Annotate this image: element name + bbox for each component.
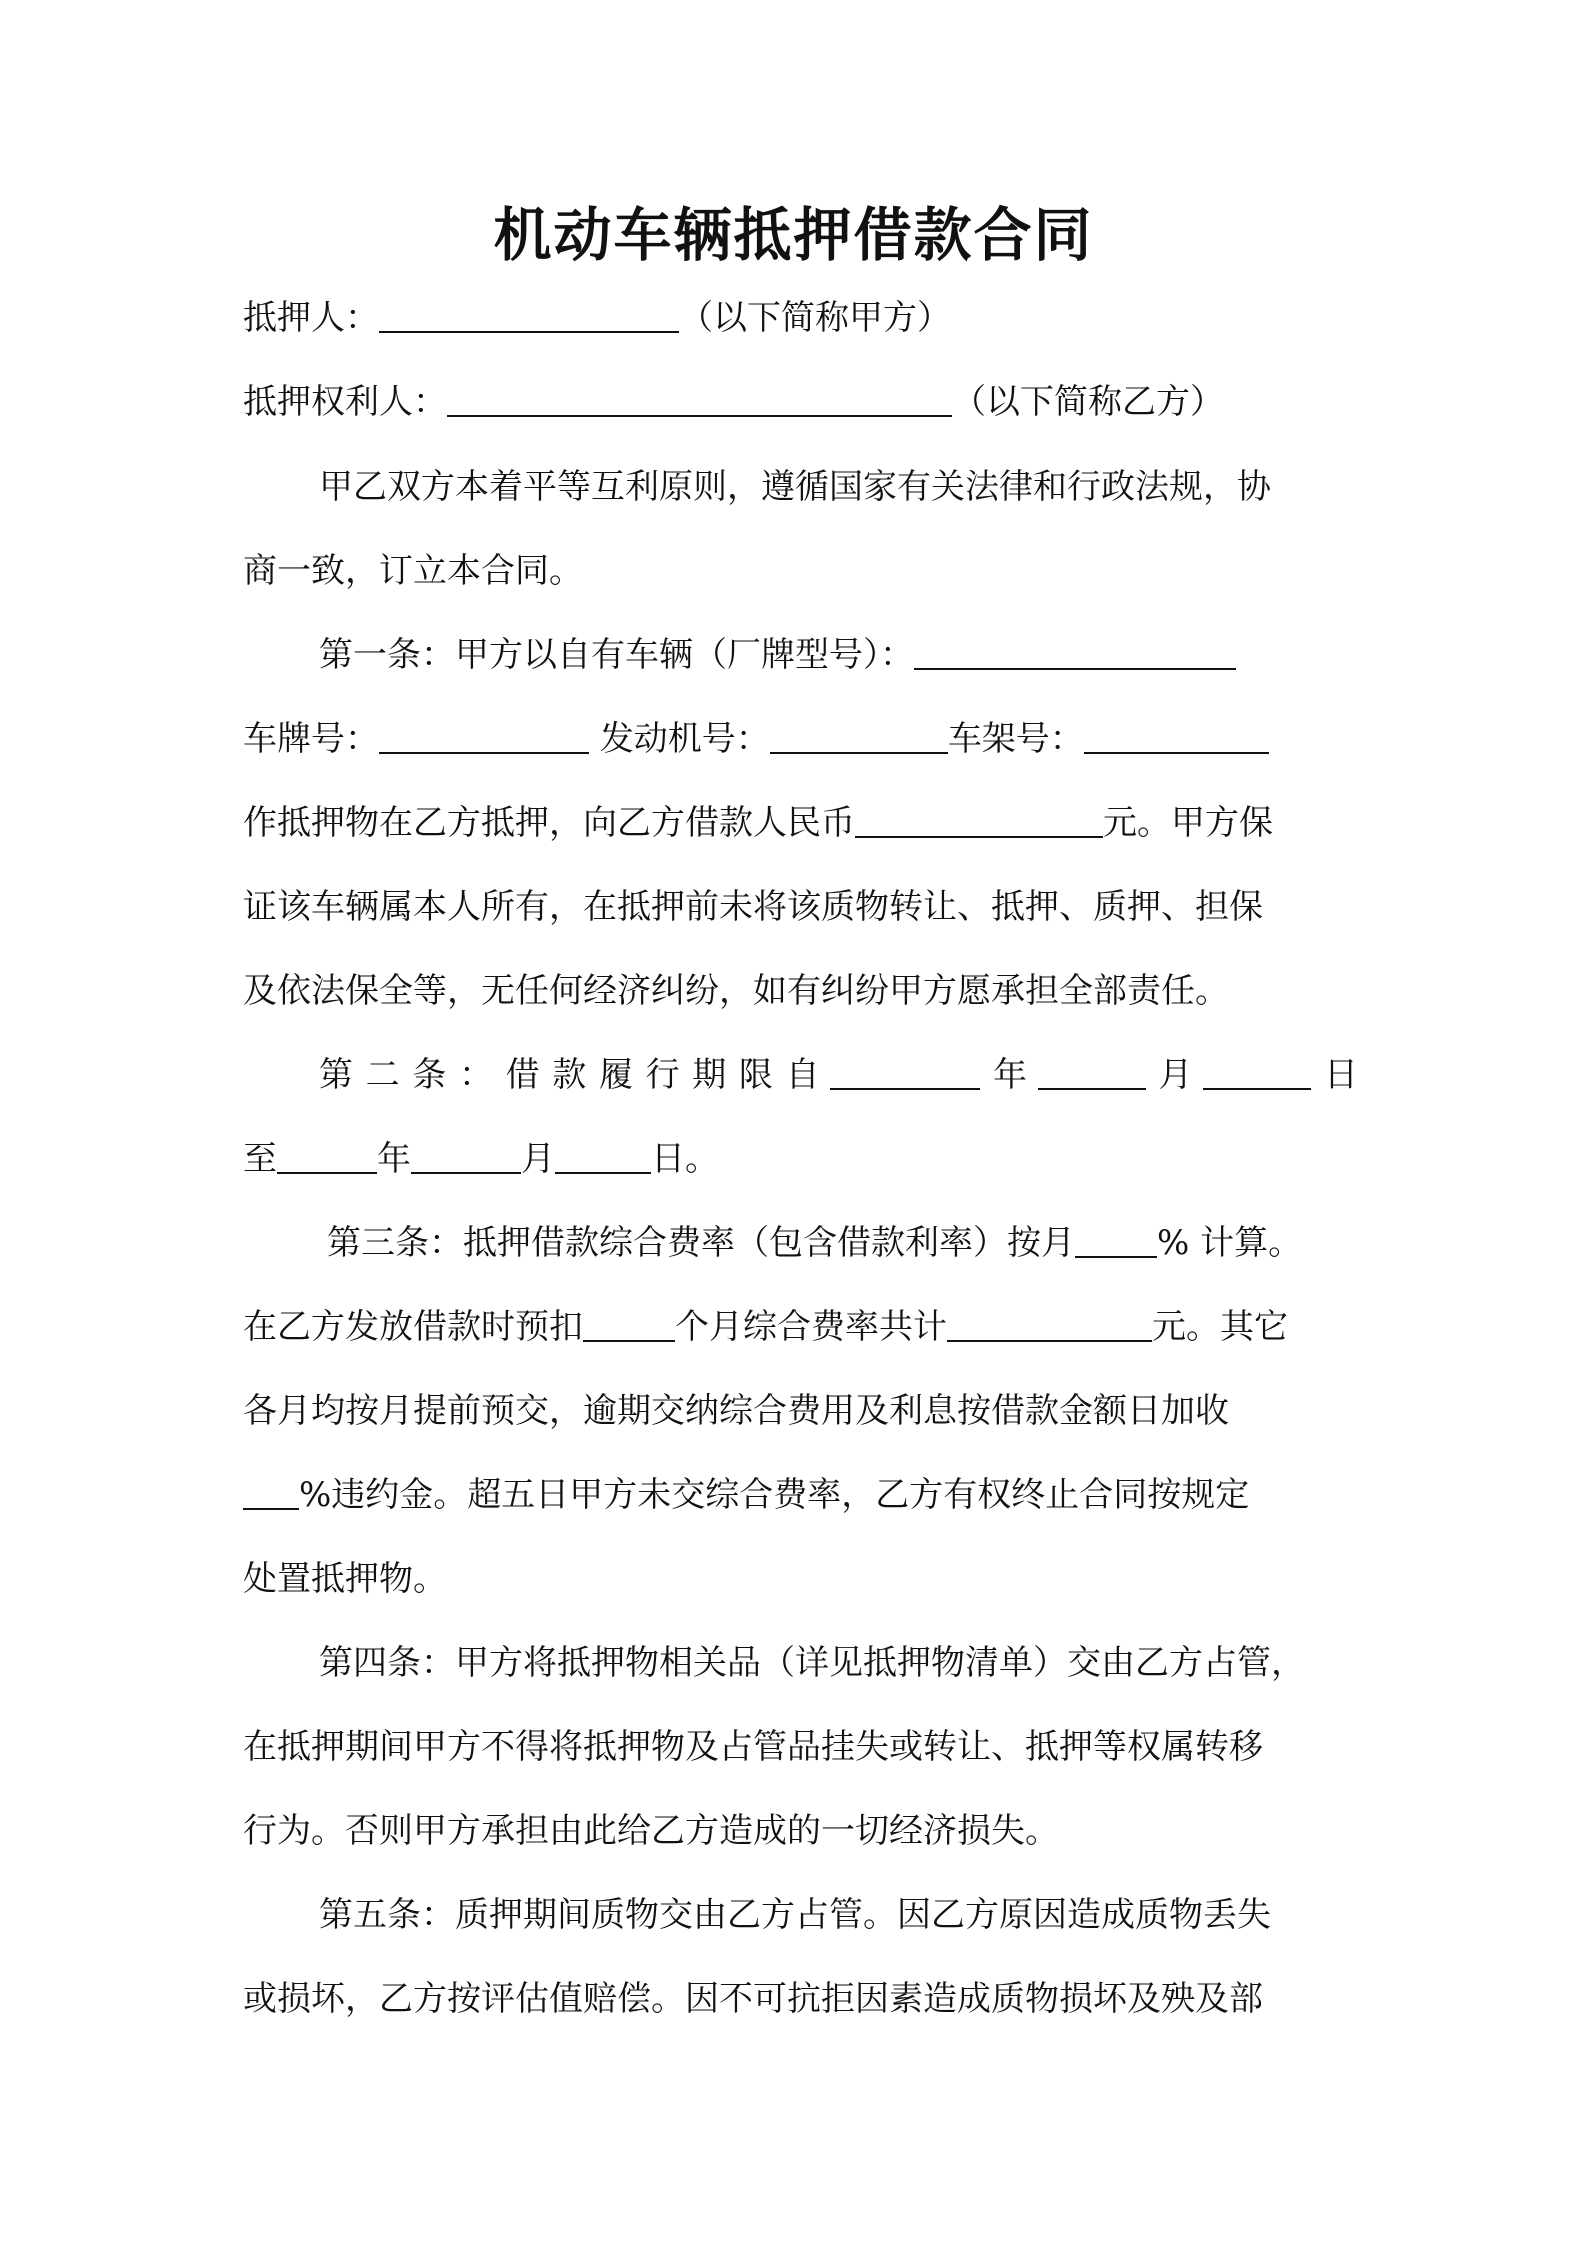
article-3-line-3: 各月均按月提前预交，逾期交纳综合费用及利息按借款金额日加收 [243,1391,1229,1431]
vehicle-model-blank[interactable] [914,638,1236,670]
mortgagee-line: 抵押权利人： （以下简称乙方） [243,382,1224,422]
prepaid-months-blank[interactable] [583,1310,675,1342]
start-day-blank[interactable] [1203,1058,1311,1090]
mortgagor-blank[interactable] [379,301,679,333]
monthly-rate-blank[interactable] [1075,1226,1157,1258]
article-4-line-1: 第四条：甲方将抵押物相关品（详见抵押物清单）交由乙方占管， [319,1643,1305,1683]
loan-amount-blank[interactable] [855,806,1103,838]
end-day-blank[interactable] [555,1142,651,1174]
prepaid-amount-blank[interactable] [947,1310,1152,1342]
end-month-blank[interactable] [411,1142,521,1174]
article-5-line-2: 或损坏，乙方按评估值赔偿。因不可抗拒因素造成质物损坏及殃及部 [243,1979,1263,2019]
document-title: 机动车辆抵押借款合同 [493,201,1094,269]
preamble-line-1: 甲乙双方本着平等互利原则，遵循国家有关法律和行政法规，协 [319,467,1271,507]
start-year-blank[interactable] [830,1058,980,1090]
end-year-blank[interactable] [277,1142,377,1174]
article-2-line-1: 第 二 条 ： 借 款 履 行 期 限 自 年 月 日 [319,1055,1358,1095]
article-1-line-5: 及依法保全等，无任何经济纠纷，如有纠纷甲方愿承担全部责任。 [243,971,1229,1011]
article-4-line-3: 行为。否则甲方承担由此给乙方造成的一切经济损失。 [243,1811,1059,1851]
preamble-line-2: 商一致，订立本合同。 [243,551,583,591]
article-3-line-1: 第三条：抵押借款综合费率（包含借款利率）按月 % 计算。 [327,1223,1303,1263]
article-2-line-2: 至 年 月 日。 [243,1139,719,1179]
article-3-line-2: 在乙方发放借款时预扣 个月综合费率共计 元。其它 [243,1307,1288,1347]
penalty-rate-blank[interactable] [243,1478,299,1510]
article-3-line-4: %违约金。超五日甲方未交综合费率，乙方有权终止合同按规定 [243,1475,1358,1515]
mortgagor-line: 抵押人： （以下简称甲方） [243,298,951,338]
plate-number-blank[interactable] [379,722,589,754]
start-month-blank[interactable] [1038,1058,1146,1090]
article-1-line-4: 证该车辆属本人所有，在抵押前未将该质物转让、抵押、质押、担保 [243,887,1263,927]
article-1-line-1: 第一条：甲方以自有车辆（厂牌型号）： [243,635,1434,675]
mortgagee-blank[interactable] [447,385,952,417]
engine-number-blank[interactable] [770,722,948,754]
article-1-line-2: 车牌号： 发动机号： 车架号： [243,719,1358,759]
article-5-line-1: 第五条：质押期间质物交由乙方占管。因乙方原因造成质物丢失 [319,1895,1271,1935]
article-4-line-2: 在抵押期间甲方不得将抵押物及占管品挂失或转让、抵押等权属转移 [243,1727,1263,1767]
article-3-line-5: 处置抵押物。 [243,1559,447,1599]
chassis-number-blank[interactable] [1084,722,1269,754]
article-1-line-3: 作抵押物在乙方抵押，向乙方借款人民币 元。甲方保 [243,803,1273,843]
